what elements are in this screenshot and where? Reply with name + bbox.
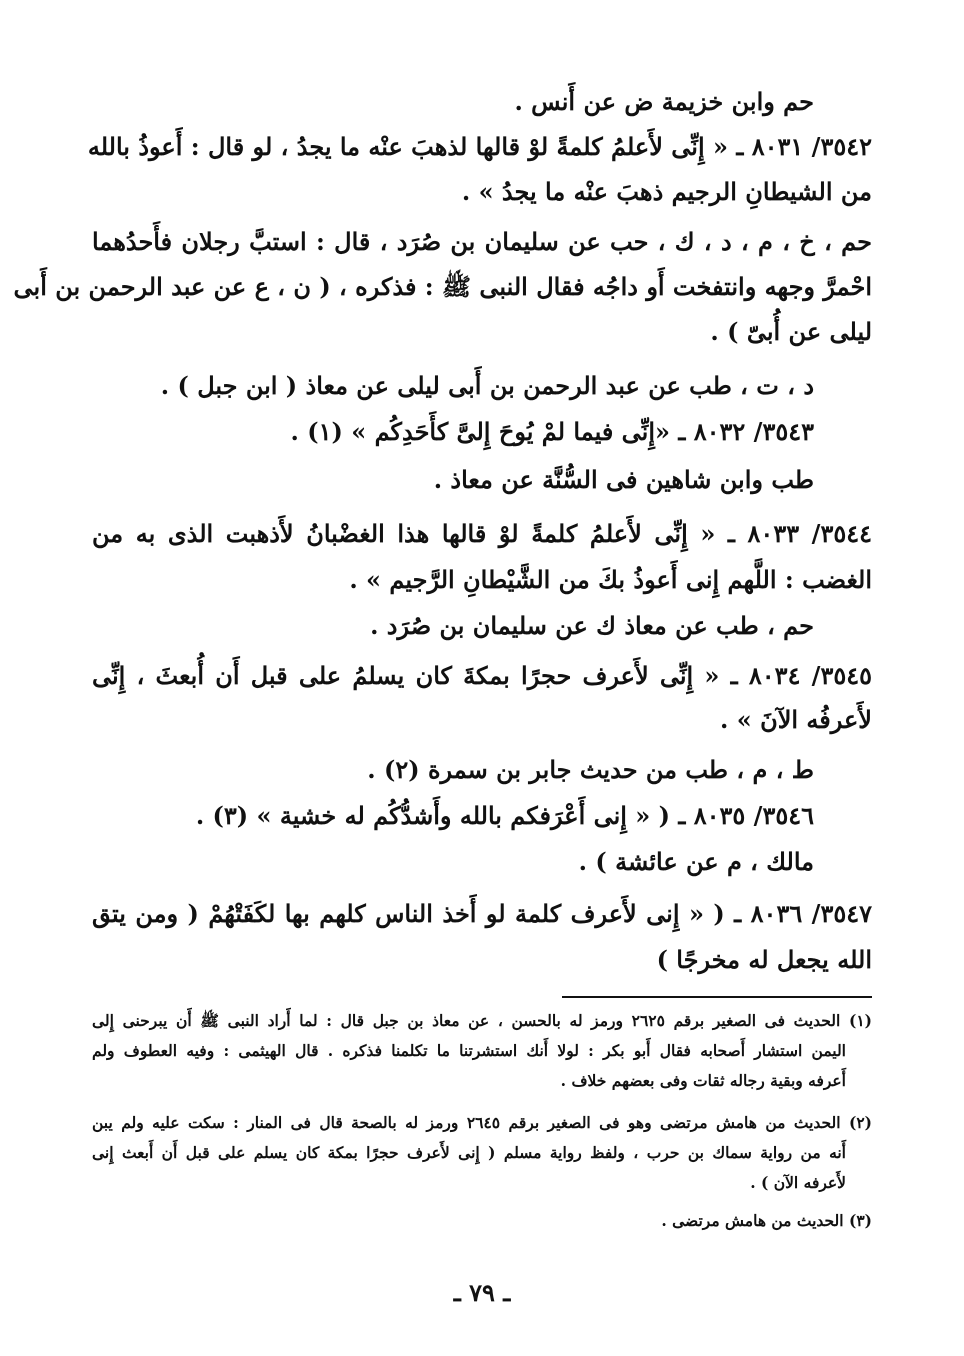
text-line-15: ط ، م ، طب من حديث جابر بن سمرة (٢) .: [367, 755, 814, 784]
text-line-9: طب وابن شاهين فى السُّنَّة عن معاذ .: [433, 465, 814, 494]
text-line-16: ٣٥٤٦/ ٨٠٣٥ ـ ( « إِنى أَعْرَفكم بالله وأَشدُّكُم له خشية » (٣) .: [195, 801, 814, 830]
text-line-18: ٣٥٤٧/ ٨٠٣٦ ـ ( « إِنى لأَعرف كلمة لو أَخذ الناس كلهم بها لكَفَتْهُمْ ( ومن يتق: [92, 899, 872, 928]
footnote-separator: [562, 996, 872, 998]
footnote-1-line-1: (١) الحديث فى الصغير برقم ٢٦٢٥ ورمز له بالحسن ، عن معاذ بن جبل قال : لما أَراد النبى ﷺ أَن يبرحنى إِلى: [92, 1011, 872, 1030]
text-line-11: الغضب : اللَّهم إِنى أَعوذُ بكَ من الشَّيْطانِ الرَّجيم » .: [349, 565, 872, 594]
page-number: ـ ٧٩ ـ: [453, 1278, 511, 1307]
text-line-3: من الشيطانِ الرجيم ذهبَ عنْه ما يجدُ » .: [461, 177, 872, 206]
text-line-2: ٣٥٤٢/ ٨٠٣١ ـ « إِنِّى لأَعلمُ كلمةً لوْ قالها لذهبَ عنْه ما يجدُ ، لو قال : أَعوذُ بالله: [87, 132, 872, 161]
text-line-5: احْمرَّ وجهه وانتفخت أَو داجُه فقال النبى ﷺ : فذكره ، ( ن ، ع عن عبد الرحمن بن أَبى: [13, 272, 872, 301]
text-line-17: مالك ، م عن عائشة ) .: [578, 847, 814, 876]
text-line-7: د ، ت ، طب عن عبد الرحمن بن أَبى ليلى عن معاذ ( ابن جبل ) .: [160, 371, 814, 400]
text-line-4: حم ، خ ، م ، د ، ك ، حب عن سليمان بن صُرَد ، قال : استبَّ رجلان فأَحدُهما: [92, 227, 872, 256]
footnote-1-line-2: اليمن استشار أَصحابه فقال أَبو بكر : لولا أَنك استشرتنا ما تكلمنا فذكره . قال الهيثمى : وفيه العطوف ولم: [92, 1041, 846, 1060]
footnote-2-line-1: (٢) الحديث من هامش مرتضى وهو فى الصغير برقم ٢٦٤٥ ورمز له بالصحة قال فى المنار : سكت عليه ولم يبن: [92, 1113, 873, 1132]
text-line-6: ليلى عن أُبىّ ) .: [710, 317, 872, 346]
text-line-10: ٣٥٤٤/ ٨٠٣٣ ـ « إِنِّى لأَعلمُ كلمةً لوْ قالها هذا الغضْبانُ لأَذهبت الذى به من: [92, 519, 873, 548]
text-line-1: حم وابن خزيمة ض عن أَنس .: [514, 87, 814, 116]
text-line-12: حم ، طب عن معاذ ك عن سليمان بن صُرَد .: [370, 611, 814, 640]
text-line-13: ٣٥٤٥/ ٨٠٣٤ ـ « إِنِّى لأَعرف حجرًا بمكةَ كان يسلمُ على قبل أَن أُبعثَ ، إِنِّى: [92, 661, 872, 690]
text-line-19: الله يجعل له مخرجًا ): [656, 945, 872, 974]
footnote-1-line-3: أَعرفه وبقية رجاله ثقات وفى بعضهم خلاف .: [560, 1071, 846, 1090]
footnote-2-line-2: أَنه من رواية سماك بن حرب ، ولفظ رواية مسلم ( إِنى لأَعرف حجرًا بمكة كان يسلم على قبل أَن أَبعث إِنى: [92, 1143, 846, 1162]
text-line-8: ٣٥٤٣/ ٨٠٣٢ ـ «إِنِّى فيما لمْ يُوحَ إِلىَّ كأَحَدِكُم » (١) .: [290, 417, 814, 446]
footnote-2-line-3: لأَعرفه الآن ) .: [750, 1173, 846, 1192]
footnote-3: (٣) الحديث من هامش مرتضى .: [661, 1211, 872, 1230]
text-line-14: لأَعرفُه الآنَ » .: [720, 705, 872, 734]
